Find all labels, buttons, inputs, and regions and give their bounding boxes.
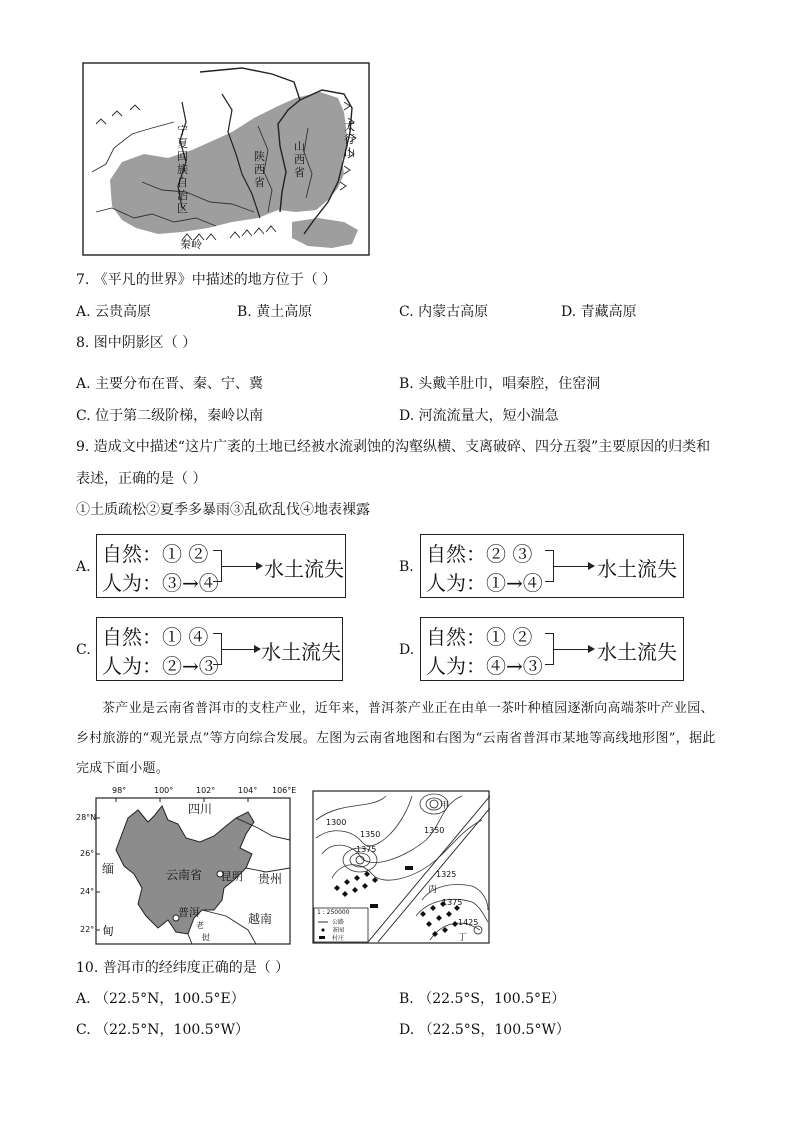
- lat-tick-24: 24°: [80, 887, 95, 896]
- q9-choice-b-box[interactable]: [420, 534, 684, 598]
- q8-stem: 8. 图中阴影区（ ）: [76, 335, 197, 351]
- label-shaanxi: 陕西省: [254, 150, 265, 189]
- label-laos-1: 老: [196, 921, 204, 930]
- loess-plateau-map-svg: [82, 62, 370, 256]
- q9-choice-d-letter[interactable]: D.: [399, 642, 415, 658]
- legend-tea: 茶园: [332, 927, 345, 934]
- q9-choice-c-arrow: [221, 649, 259, 650]
- legend-road: 公路: [332, 919, 345, 926]
- label-puer: 普洱: [178, 906, 200, 919]
- label-taihang: 太行山: [344, 120, 355, 159]
- label-myanmar-1: 缅: [102, 862, 115, 876]
- point-jia: 甲: [440, 801, 450, 811]
- lon-tick-104: 104°: [238, 786, 258, 795]
- q9-choice-a-result: 水土流失: [264, 557, 344, 581]
- q7-option-d[interactable]: D. 青藏高原: [561, 304, 637, 320]
- q10-option-c[interactable]: C. （22.5°N，100.5°W）: [76, 1022, 250, 1038]
- q9-choice-a-natural: 自然：① ②: [102, 542, 209, 566]
- q7-option-b[interactable]: B. 黄土高原: [237, 304, 313, 320]
- contour-1300: 1300: [326, 818, 347, 827]
- q9-choice-b-result: 水土流失: [597, 557, 677, 581]
- label-laos-2: 挝: [202, 933, 210, 942]
- legend-village: 村庄: [332, 935, 345, 942]
- lat-tick-22: 22°: [80, 925, 95, 934]
- q9-choice-b-natural: 自然：② ③: [426, 542, 533, 566]
- q9-choice-d-result: 水土流失: [597, 640, 677, 664]
- contour-1375-a: 1375: [356, 845, 377, 854]
- q9-choice-b-human: 人为：①→④: [426, 571, 543, 595]
- q9-choice-c-human: 人为：②→③: [102, 654, 219, 678]
- q7-stem: 7. 《平凡的世界》中描述的地方位于（ ）: [76, 272, 337, 288]
- lon-tick-98: 98°: [112, 786, 127, 795]
- q9-choice-c-result: 水土流失: [261, 640, 341, 664]
- q9-factors: ①土质疏松②夏季多暴雨③乱砍乱伐④地表裸露: [76, 502, 370, 518]
- q9-choice-d-arrow: [553, 649, 593, 650]
- label-shanxi: 山西省: [294, 140, 305, 179]
- q9-stem-line2: 表述，正确的是（ ）: [76, 471, 207, 487]
- q9-choice-a-human: 人为：③→④: [102, 571, 219, 595]
- q9-choice-d-natural: 自然：① ②: [426, 625, 533, 649]
- q9-choice-a-box[interactable]: [96, 534, 346, 598]
- label-yunnan: 云南省: [166, 868, 203, 882]
- contour-map: [312, 790, 490, 944]
- label-kunming: 昆明: [221, 870, 243, 883]
- q9-choice-c-letter[interactable]: C.: [76, 642, 91, 658]
- q9-choice-b-letter[interactable]: B.: [399, 559, 414, 575]
- q8-option-a[interactable]: A. 主要分布在晋、秦、宁、冀: [76, 376, 264, 392]
- label-sichuan: 四川: [188, 802, 213, 816]
- point-ding: 丁: [458, 933, 468, 943]
- q10-stem: 10. 普洱市的经纬度正确的是（ ）: [76, 960, 290, 976]
- q9-choice-a-arrow: [221, 566, 261, 567]
- q9-choice-c-box[interactable]: [96, 617, 343, 681]
- q9-choice-d-human: 人为：④→③: [426, 654, 543, 678]
- label-qinling: 秦岭: [180, 238, 202, 251]
- q10-option-d[interactable]: D. （22.5°S，100.5°W）: [399, 1022, 570, 1038]
- q9-choice-b-arrow: [553, 566, 593, 567]
- lat-tick-26: 26°: [80, 849, 95, 858]
- yunnan-map: [76, 788, 296, 948]
- q10-option-b[interactable]: B. （22.5°S，100.5°E）: [399, 991, 566, 1007]
- q8-option-b[interactable]: B. 头戴羊肚巾，唱秦腔，住窑洞: [399, 376, 601, 392]
- contour-1425: 1425: [458, 918, 479, 927]
- label-ningxia: 宁夏回族自治区: [177, 124, 188, 215]
- contour-1350-b: 1350: [424, 826, 445, 835]
- tea-passage: 茶产业是云南省普洱市的支柱产业，近年来，普洱茶产业正在由单一茶叶种植园逐渐向高端茶叶产业园、乡村旅游的“观光景点”等方向综合发展。左图为云南省地图和右图为“云南省普洱市某地等高线地形图”，据此完成下面小题。: [76, 701, 716, 776]
- q7-option-a[interactable]: A. 云贵高原: [76, 304, 152, 320]
- q10-option-a[interactable]: A. （22.5°N，100.5°E）: [76, 991, 245, 1007]
- q8-option-c[interactable]: C. 位于第二级阶梯，秦岭以南: [76, 408, 264, 424]
- lon-tick-100: 100°: [154, 786, 174, 795]
- q9-stem-line1: 9. 造成文中描述“这片广袤的土地已经被水流剥蚀的沟壑纵横、支离破碎、四分五裂”主要原因的归类和: [76, 439, 711, 455]
- label-guizhou: 贵州: [258, 872, 283, 886]
- loess-plateau-map: [82, 62, 370, 256]
- q7-option-c[interactable]: C. 内蒙古高原: [399, 304, 489, 320]
- contour-1350-a: 1350: [360, 830, 381, 839]
- q9-choice-c-natural: 自然：① ④: [102, 625, 209, 649]
- label-myanmar-2: 甸: [102, 924, 115, 938]
- point-bing: 丙: [428, 885, 438, 895]
- label-vietnam: 越南: [248, 912, 273, 926]
- q8-option-d[interactable]: D. 河流流量大，短小湍急: [399, 408, 559, 424]
- contour-1375-b: 1375: [442, 898, 463, 907]
- lat-tick-28: 28°N: [76, 813, 97, 822]
- lon-tick-102: 102°: [196, 786, 216, 795]
- q9-choice-a-letter[interactable]: A.: [76, 559, 91, 575]
- contour-1325: 1325: [436, 870, 457, 879]
- q9-choice-d-box[interactable]: [420, 617, 684, 681]
- map-scale: 1 : 250000: [317, 909, 350, 916]
- lon-tick-106: 106°E: [272, 786, 297, 795]
